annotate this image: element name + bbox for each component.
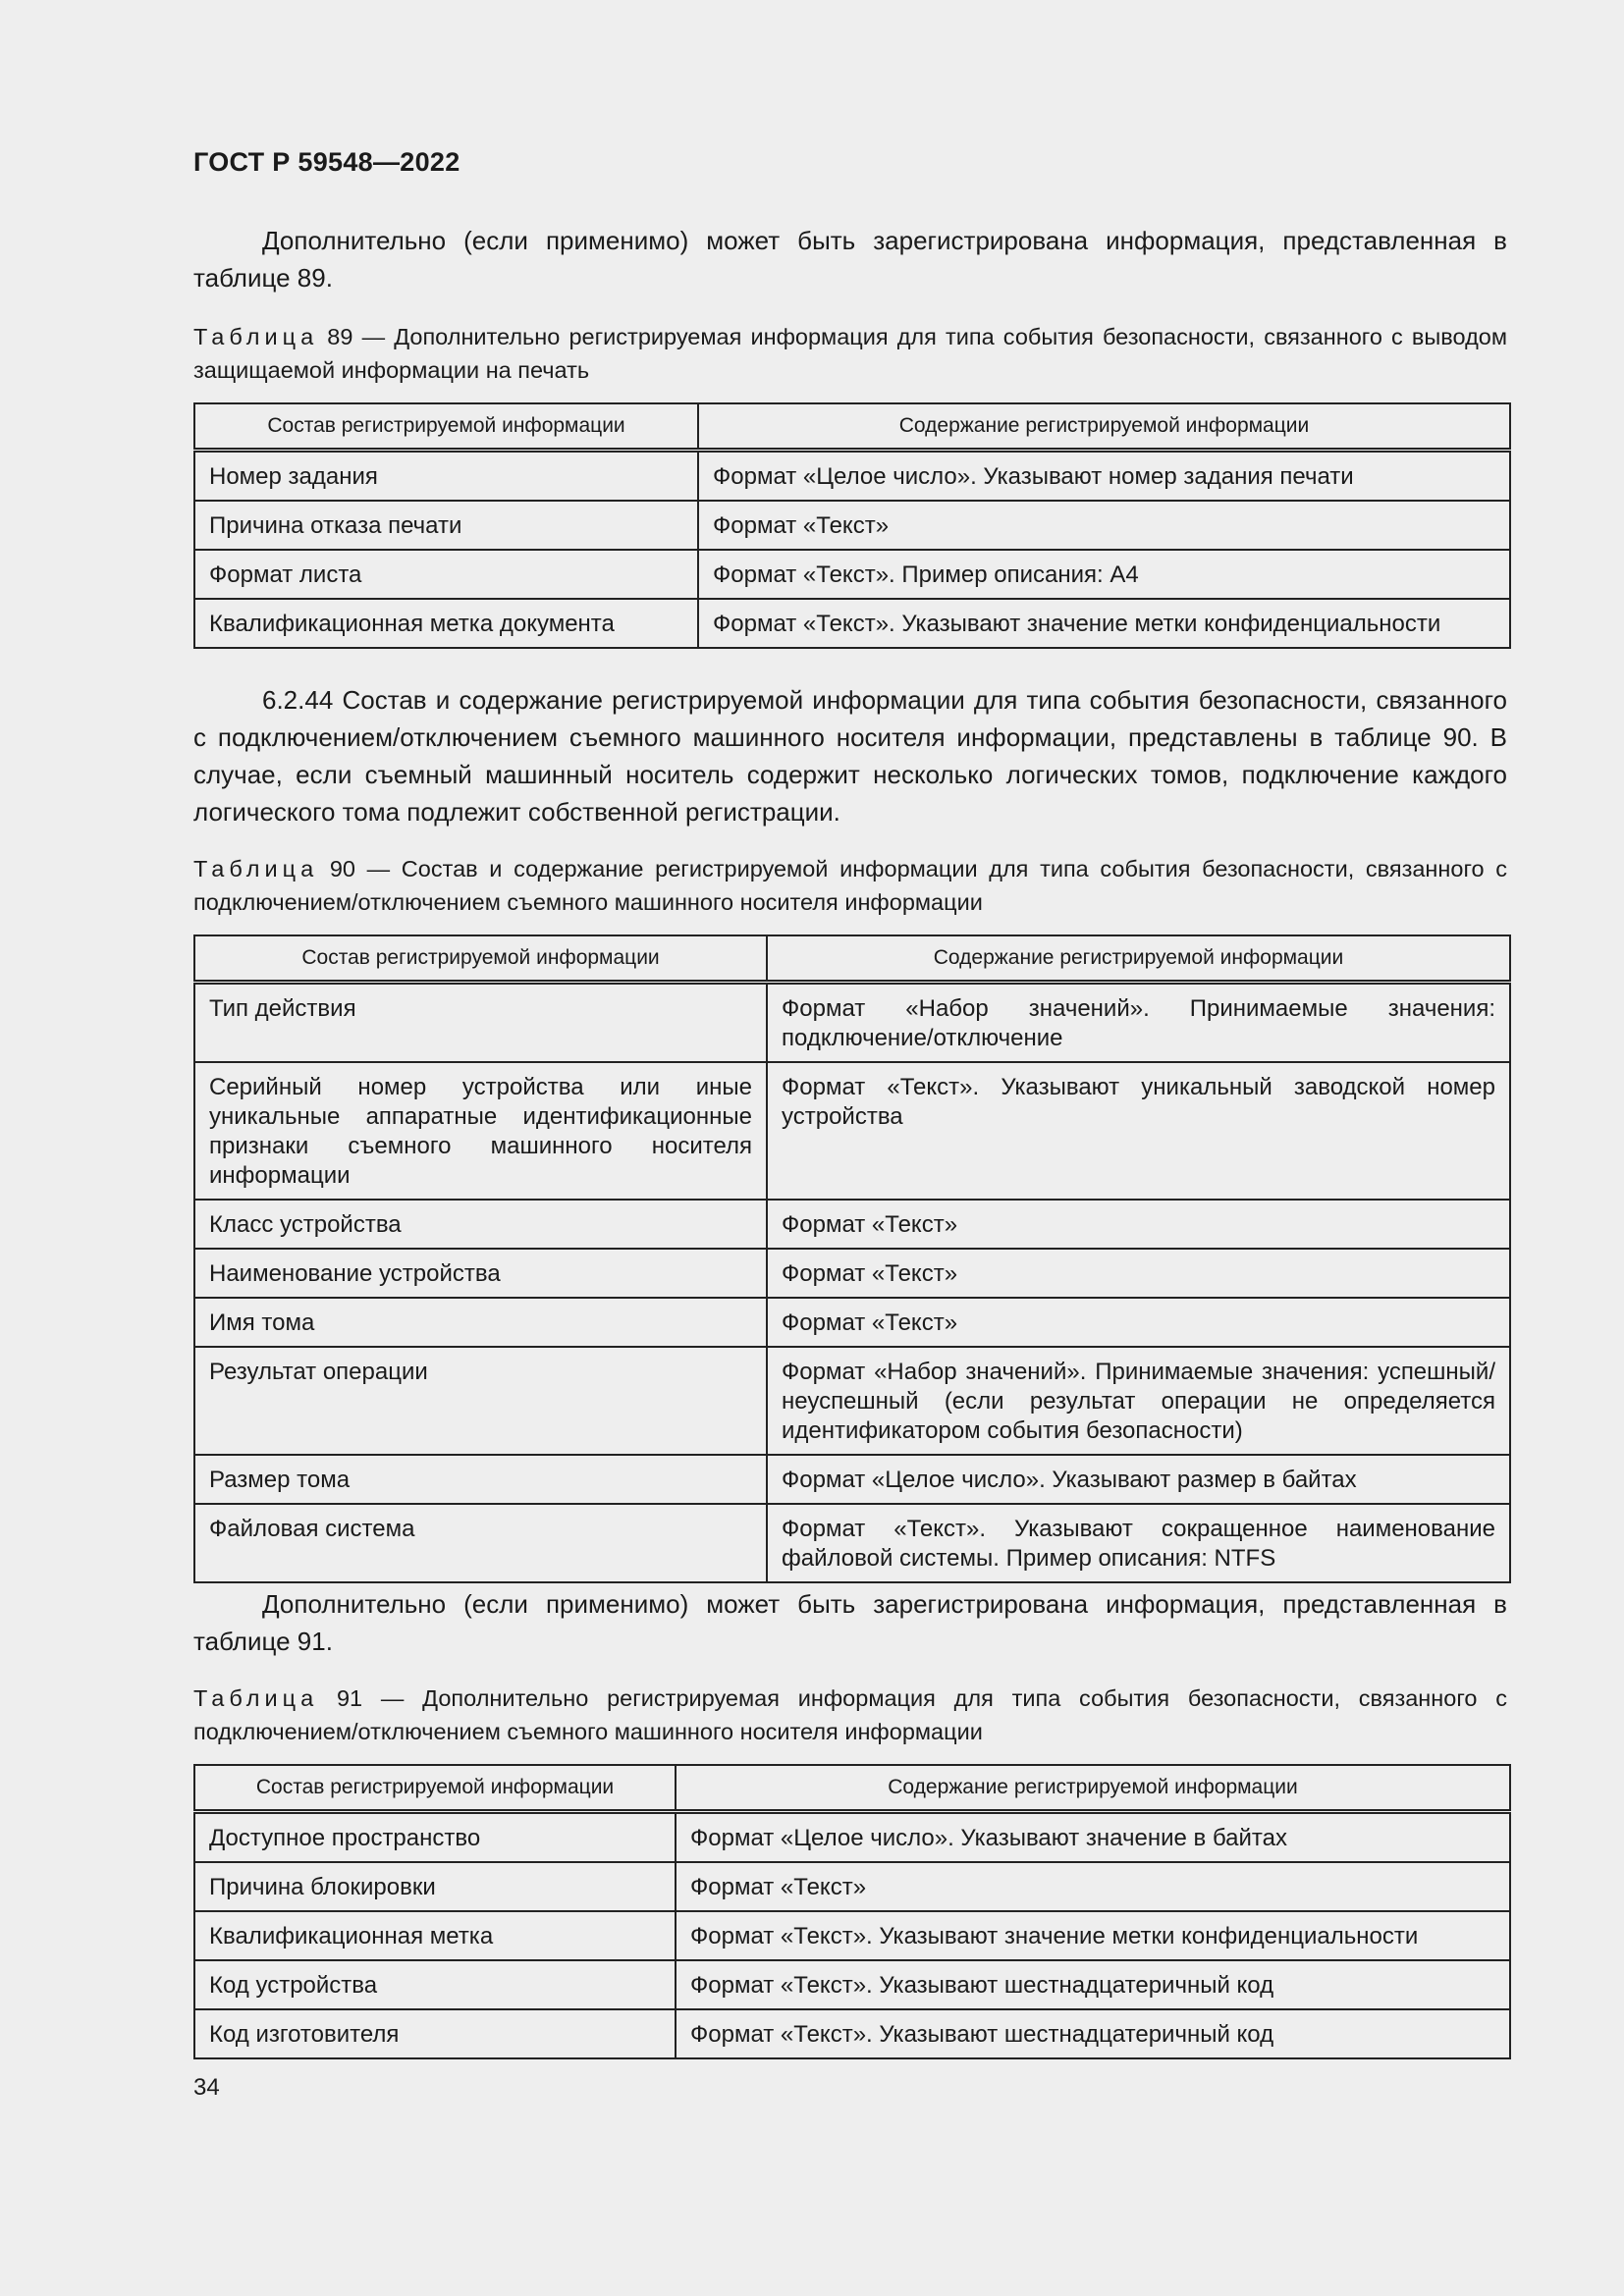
table-cell: Формат «Целое число». Указывают номер задания печати bbox=[698, 450, 1510, 501]
table-label: Таблица bbox=[193, 324, 319, 349]
table-row bbox=[194, 1200, 1510, 1249]
table-91-caption bbox=[193, 1682, 1507, 1748]
table-cell: Формат «Текст» bbox=[767, 1200, 1510, 1249]
table-cell: Формат «Текст» bbox=[676, 1862, 1510, 1911]
table-row bbox=[194, 450, 1510, 501]
paragraph-6-2-44: 6.2.44 Состав и содержание регистрируемой информации для типа события безопасности, связанного с подключением/отключением съемного машинного носителя информации, представлены в таблице 90. В случае, если съемный машинный носитель содержит несколько логических томов, подключение каждого логического тома подлежит собственной регистрации. bbox=[193, 685, 1507, 827]
column-header: Состав регистрируемой информации bbox=[194, 935, 767, 982]
table-caption-text: 91 — Дополнительно регистрируемая информация для типа события безопасности, связанного с подключением/отключением съемного машинного носителя информации bbox=[193, 1685, 1507, 1744]
table-89-caption bbox=[193, 320, 1507, 387]
table-cell: Номер задания bbox=[194, 450, 698, 501]
table-cell: Код устройства bbox=[194, 1960, 676, 2009]
table-cell: Формат «Текст» bbox=[767, 1298, 1510, 1347]
table-row bbox=[194, 1347, 1510, 1455]
table-cell: Формат «Текст». Указывают шестнадцатеричный код bbox=[676, 1960, 1510, 2009]
table-cell: Причина блокировки bbox=[194, 1862, 676, 1911]
column-header: Содержание регистрируемой информации bbox=[676, 1765, 1510, 1811]
paragraph-intro-table-91: Дополнительно (если применимо) может быть зарегистрирована информация, представленная в таблице 91. bbox=[193, 1589, 1507, 1656]
table-89 bbox=[193, 402, 1511, 649]
table-cell: Формат «Набор значений». Принимаемые значения: подключение/отключение bbox=[767, 982, 1510, 1062]
table-row bbox=[194, 982, 1510, 1062]
table-cell: Причина отказа печати bbox=[194, 501, 698, 550]
table-cell: Код изготовителя bbox=[194, 2009, 676, 2058]
table-cell: Квалификационная метка документа bbox=[194, 599, 698, 648]
table-cell: Файловая система bbox=[194, 1504, 767, 1582]
table-90-caption bbox=[193, 852, 1507, 919]
table-cell: Формат «Набор значений». Принимаемые значения: успешный/неуспешный (если результат операции не определяется идентификатором события безопасности) bbox=[767, 1347, 1510, 1455]
table-row bbox=[194, 2009, 1510, 2058]
table-cell: Формат «Текст». Пример описания: А4 bbox=[698, 550, 1510, 599]
table-caption-text: 89 — Дополнительно регистрируемая информация для типа события безопасности, связанного с выводом защищаемой информации на печать bbox=[193, 324, 1508, 383]
table-90 bbox=[193, 934, 1511, 1583]
table-row bbox=[194, 1298, 1510, 1347]
table-cell: Класс устройства bbox=[194, 1200, 767, 1249]
table-cell: Результат операции bbox=[194, 1347, 767, 1455]
table-label: Таблица bbox=[193, 1685, 319, 1711]
table-row bbox=[194, 1455, 1510, 1504]
paragraph-intro-table-89: Дополнительно (если применимо) может быть зарегистрирована информация, представленная в таблице 89. bbox=[193, 226, 1507, 293]
table-cell: Формат «Текст». Указывают шестнадцатеричный код bbox=[676, 2009, 1510, 2058]
table-row bbox=[194, 1249, 1510, 1298]
table-row bbox=[194, 599, 1510, 648]
table-cell: Размер тома bbox=[194, 1455, 767, 1504]
table-row bbox=[194, 1062, 1510, 1200]
table-cell: Формат «Текст» bbox=[767, 1249, 1510, 1298]
table-row bbox=[194, 1504, 1510, 1582]
table-cell: Доступное пространство bbox=[194, 1811, 676, 1862]
table-cell: Формат «Текст». Указывают значение метки конфиденциальности bbox=[676, 1911, 1510, 1960]
page-number: 34 bbox=[193, 2074, 220, 2101]
table-cell: Тип действия bbox=[194, 982, 767, 1062]
table-row bbox=[194, 1911, 1510, 1960]
column-header: Состав регистрируемой информации bbox=[194, 1765, 676, 1811]
table-cell: Формат «Текст». Указывают уникальный заводской номер устройства bbox=[767, 1062, 1510, 1200]
table-label: Таблица bbox=[193, 856, 319, 881]
column-header: Состав регистрируемой информации bbox=[194, 403, 698, 450]
column-header: Содержание регистрируемой информации bbox=[698, 403, 1510, 450]
table-cell: Серийный номер устройства или иные уникальные аппаратные идентификационные признаки съемного машинного носителя информации bbox=[194, 1062, 767, 1200]
table-row bbox=[194, 1960, 1510, 2009]
table-cell: Имя тома bbox=[194, 1298, 767, 1347]
table-row bbox=[194, 550, 1510, 599]
table-cell: Квалификационная метка bbox=[194, 1911, 676, 1960]
table-cell: Формат «Текст». Указывают значение метки конфиденциальности bbox=[698, 599, 1510, 648]
table-cell: Формат «Целое число». Указывают размер в байтах bbox=[767, 1455, 1510, 1504]
table-cell: Формат «Текст». Указывают сокращенное наименование файловой системы. Пример описания: NTFS bbox=[767, 1504, 1510, 1582]
table-cell: Наименование устройства bbox=[194, 1249, 767, 1298]
table-row bbox=[194, 501, 1510, 550]
table-cell: Формат «Текст» bbox=[698, 501, 1510, 550]
table-91 bbox=[193, 1764, 1511, 2059]
table-caption-text: 90 — Состав и содержание регистрируемой информации для типа события безопасности, связанного с подключением/отключением съемного машинного носителя информации bbox=[193, 856, 1507, 915]
table-cell: Формат «Целое число». Указывают значение в байтах bbox=[676, 1811, 1510, 1862]
table-cell: Формат листа bbox=[194, 550, 698, 599]
document-header: ГОСТ Р 59548—2022 bbox=[193, 147, 460, 177]
column-header: Содержание регистрируемой информации bbox=[767, 935, 1510, 982]
table-row bbox=[194, 1862, 1510, 1911]
table-row bbox=[194, 1811, 1510, 1862]
